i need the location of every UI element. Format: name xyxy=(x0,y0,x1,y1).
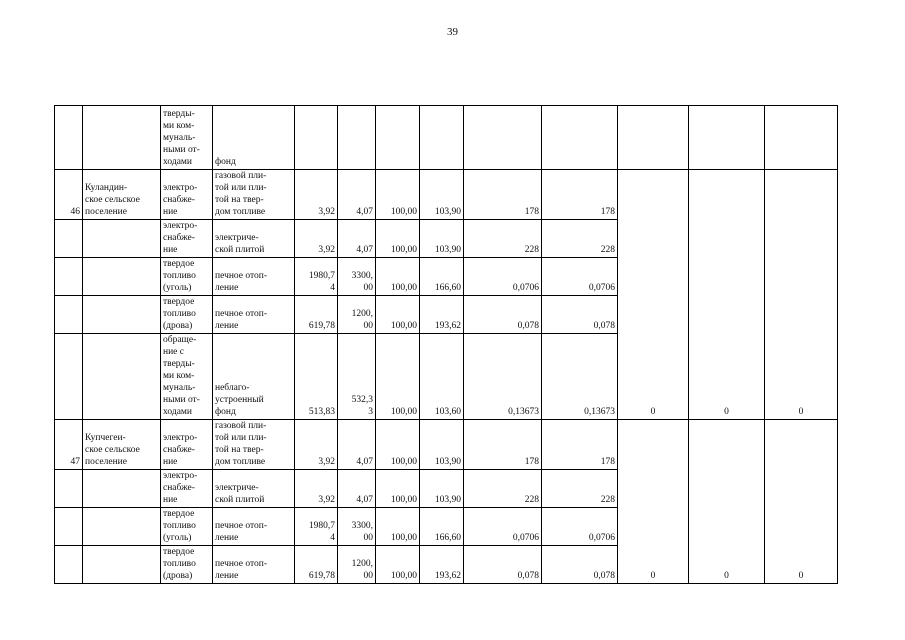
tariff-value-cell xyxy=(295,508,338,546)
housing-type-cell xyxy=(213,220,295,258)
housing-line: фонд xyxy=(215,407,236,417)
utility-line: ние xyxy=(163,207,178,217)
housing-line: той на твер- xyxy=(215,195,264,205)
tariff-value-cell xyxy=(338,420,376,470)
tariff-value-cell xyxy=(338,546,376,584)
housing-line: неблаго- xyxy=(215,383,250,393)
utility-line: ходами xyxy=(163,407,193,417)
tariff-value-line: 1980,7 xyxy=(308,521,335,531)
tariff-value-line: 3,92 xyxy=(318,207,335,217)
row-number-cell xyxy=(55,106,83,170)
tariff-value-cell: 0,078 xyxy=(542,296,618,334)
tariff-value-cell: 0,13673 xyxy=(542,334,618,420)
settlement-line: поселение xyxy=(85,207,127,217)
housing-line: той или пли- xyxy=(215,183,267,193)
empty-cell xyxy=(618,106,689,170)
tariff-value-line: 3,92 xyxy=(318,495,335,505)
tariff-value-line: 4,07 xyxy=(356,495,373,505)
utility-line: твердое xyxy=(163,259,195,269)
utility-line: электро- xyxy=(163,221,198,231)
tariff-value-cell xyxy=(338,220,376,258)
utility-line: электро- xyxy=(163,183,198,193)
settlement-line: ское сельское xyxy=(85,195,140,205)
utility-line: ходами xyxy=(163,157,193,167)
utility-line: топливо xyxy=(163,559,196,569)
empty-cell xyxy=(542,106,618,170)
utility-line: твердое xyxy=(163,547,195,557)
utility-cell xyxy=(161,296,213,334)
tariff-value-cell: 166,60 xyxy=(420,258,464,296)
settlement-cell xyxy=(83,106,161,170)
tariff-value-cell: 178 xyxy=(464,420,542,470)
tariff-value-line: 00 xyxy=(363,321,373,331)
row-number-cell xyxy=(55,220,83,258)
utility-line: ние xyxy=(163,457,178,467)
settlement-cell xyxy=(83,258,161,296)
tariff-value-cell: 0,078 xyxy=(542,546,618,584)
tariff-value-cell xyxy=(295,546,338,584)
row-number-cell: 47 xyxy=(55,420,83,470)
tariff-value-cell: 100,00 xyxy=(376,170,420,220)
utility-line: твердое xyxy=(163,509,195,519)
empty-cell xyxy=(420,106,464,170)
settlement-line: поселение xyxy=(85,457,127,467)
tariff-value-cell: 178 xyxy=(542,420,618,470)
housing-line: ление xyxy=(215,321,239,331)
table-row xyxy=(55,420,838,470)
tariff-value-line: 1980,7 xyxy=(308,271,335,281)
utility-line: муналь- xyxy=(163,133,196,143)
empty-cell xyxy=(376,106,420,170)
table-row xyxy=(55,170,838,220)
utility-cell xyxy=(161,220,213,258)
utility-line: ние xyxy=(163,495,178,505)
utility-cell xyxy=(161,546,213,584)
tariff-value-cell: 0,0706 xyxy=(542,508,618,546)
tariff-value-cell: 103,90 xyxy=(420,170,464,220)
tariff-value-cell: 228 xyxy=(464,220,542,258)
utility-line: (уголь) xyxy=(163,283,192,293)
utility-line: топливо xyxy=(163,271,196,281)
utility-cell xyxy=(161,106,213,170)
empty-cell xyxy=(338,106,376,170)
housing-line: ской плитой xyxy=(215,245,265,255)
summary-value-cell: 0 xyxy=(765,420,838,584)
utility-line: снабже- xyxy=(163,483,195,493)
tariff-value-cell: 103,60 xyxy=(420,334,464,420)
settlement-cell xyxy=(83,334,161,420)
tariff-value-cell xyxy=(338,334,376,420)
tariff-value-line: 4 xyxy=(330,533,335,543)
tariff-value-line: 532,3 xyxy=(351,395,373,405)
utility-line: ными от- xyxy=(163,145,200,155)
row-number-cell xyxy=(55,334,83,420)
utility-cell xyxy=(161,258,213,296)
empty-cell xyxy=(765,106,838,170)
utility-line: (дрова) xyxy=(163,321,193,331)
tariff-value-cell: 228 xyxy=(542,220,618,258)
utility-line: электро- xyxy=(163,433,198,443)
utility-line: ми ком- xyxy=(163,371,195,381)
tariff-value-line: 3300, xyxy=(351,271,373,281)
settlement-cell xyxy=(83,546,161,584)
utility-line: топливо xyxy=(163,521,196,531)
utility-cell xyxy=(161,170,213,220)
tariff-value-cell: 103,90 xyxy=(420,470,464,508)
tariff-value-line: 4,07 xyxy=(356,245,373,255)
tariff-value-cell: 0,0706 xyxy=(464,258,542,296)
utility-line: обраще- xyxy=(163,335,197,345)
tariff-value-cell: 193,62 xyxy=(420,546,464,584)
housing-type-cell xyxy=(213,508,295,546)
tariff-value-cell: 0,0706 xyxy=(464,508,542,546)
empty-cell xyxy=(689,106,765,170)
utility-line: ми ком- xyxy=(163,121,195,131)
utility-line: ние xyxy=(163,245,178,255)
tariff-value-cell: 178 xyxy=(542,170,618,220)
row-number-cell: 46 xyxy=(55,170,83,220)
settlement-cell xyxy=(83,420,161,470)
tariff-value-line: 4 xyxy=(330,283,335,293)
tariff-value-cell: 103,90 xyxy=(420,220,464,258)
tariff-value-cell: 0,078 xyxy=(464,546,542,584)
tariff-value-cell xyxy=(295,220,338,258)
housing-type-cell xyxy=(213,546,295,584)
housing-line: электриче- xyxy=(215,233,259,243)
settlement-line: ское сельское xyxy=(85,445,140,455)
row-number-cell xyxy=(55,546,83,584)
empty-cell xyxy=(295,106,338,170)
utility-cell xyxy=(161,420,213,470)
housing-type-cell xyxy=(213,420,295,470)
housing-line: печное отоп- xyxy=(215,309,268,319)
tariff-value-cell xyxy=(295,170,338,220)
housing-line: ление xyxy=(215,533,239,543)
housing-type-cell xyxy=(213,170,295,220)
tariff-value-cell xyxy=(338,296,376,334)
tariff-value-cell: 193,62 xyxy=(420,296,464,334)
tariff-value-cell: 100,00 xyxy=(376,296,420,334)
utility-cell xyxy=(161,334,213,420)
housing-type-cell xyxy=(213,296,295,334)
housing-line: электриче- xyxy=(215,483,259,493)
tariff-value-line: 4,07 xyxy=(356,457,373,467)
tariff-value-cell xyxy=(295,420,338,470)
row-number-cell xyxy=(55,470,83,508)
utility-line: (уголь) xyxy=(163,533,192,543)
tariff-table xyxy=(54,105,838,584)
tariff-value-cell: 103,90 xyxy=(420,420,464,470)
tariff-value-line: 3,92 xyxy=(318,457,335,467)
tariff-value-cell xyxy=(295,334,338,420)
housing-line: печное отоп- xyxy=(215,271,268,281)
utility-line: ными от- xyxy=(163,395,200,405)
tariff-value-cell: 100,00 xyxy=(376,420,420,470)
tariff-value-cell: 100,00 xyxy=(376,470,420,508)
tariff-value-line: 3,92 xyxy=(318,245,335,255)
summary-value-cell: 0 xyxy=(689,170,765,420)
tariff-value-cell xyxy=(295,470,338,508)
summary-value-cell: 0 xyxy=(765,170,838,420)
utility-line: снабже- xyxy=(163,195,195,205)
summary-value-cell: 0 xyxy=(618,420,689,584)
housing-line: ление xyxy=(215,283,239,293)
settlement-cell xyxy=(83,170,161,220)
utility-line: тверды- xyxy=(163,359,195,369)
continuation-row xyxy=(55,106,838,170)
tariff-value-cell xyxy=(338,508,376,546)
tariff-value-cell: 0,078 xyxy=(464,296,542,334)
tariff-value-line: 619,78 xyxy=(308,321,335,331)
tariff-value-line: 3300, xyxy=(351,521,373,531)
utility-cell xyxy=(161,508,213,546)
housing-type-cell xyxy=(213,470,295,508)
row-number-cell xyxy=(55,296,83,334)
housing-line: той или пли- xyxy=(215,433,267,443)
tariff-value-line: 1200, xyxy=(351,559,373,569)
housing-type-cell xyxy=(213,334,295,420)
housing-line: той на твер- xyxy=(215,445,264,455)
tariff-value-line: 3 xyxy=(368,407,373,417)
tariff-value-line: 00 xyxy=(363,571,373,581)
tariff-value-cell: 228 xyxy=(542,470,618,508)
summary-value-cell: 0 xyxy=(618,170,689,420)
page-number: 39 xyxy=(447,26,458,38)
tariff-value-cell xyxy=(338,470,376,508)
tariff-value-line: 00 xyxy=(363,283,373,293)
row-number-cell xyxy=(55,258,83,296)
tariff-value-line: 513,83 xyxy=(308,407,335,417)
tariff-value-line: 1200, xyxy=(351,309,373,319)
housing-type-cell xyxy=(213,258,295,296)
tariff-value-line: 4,07 xyxy=(356,207,373,217)
housing-line: ской плитой xyxy=(215,495,265,505)
utility-line: снабже- xyxy=(163,445,195,455)
housing-line: печное отоп- xyxy=(215,559,268,569)
tariff-value-cell: 0,13673 xyxy=(464,334,542,420)
tariff-value-line: 00 xyxy=(363,533,373,543)
housing-type-cell xyxy=(213,106,295,170)
tariff-value-cell: 100,00 xyxy=(376,546,420,584)
summary-value-cell: 0 xyxy=(689,420,765,584)
tariff-value-cell: 100,00 xyxy=(376,508,420,546)
settlement-line: Купчегеи- xyxy=(85,433,126,443)
tariff-value-cell: 100,00 xyxy=(376,334,420,420)
tariff-value-cell: 100,00 xyxy=(376,258,420,296)
utility-line: (дрова) xyxy=(163,571,193,581)
housing-line: газовой пли- xyxy=(215,421,267,431)
housing-line: фонд xyxy=(215,157,236,167)
row-number-cell xyxy=(55,508,83,546)
utility-cell xyxy=(161,470,213,508)
settlement-cell xyxy=(83,220,161,258)
utility-line: твердое xyxy=(163,297,195,307)
tariff-value-cell: 178 xyxy=(464,170,542,220)
tariff-value-cell xyxy=(295,258,338,296)
tariff-value-cell: 100,00 xyxy=(376,220,420,258)
housing-line: дом топливе xyxy=(215,207,266,217)
tariff-value-cell: 0,0706 xyxy=(542,258,618,296)
utility-line: муналь- xyxy=(163,383,196,393)
empty-cell xyxy=(464,106,542,170)
tariff-value-cell xyxy=(338,170,376,220)
housing-line: ление xyxy=(215,571,239,581)
utility-line: ние с xyxy=(163,347,184,357)
settlement-line: Куландин- xyxy=(85,183,128,193)
housing-line: дом топливе xyxy=(215,457,266,467)
tariff-value-line: 619,78 xyxy=(308,571,335,581)
utility-line: тверды- xyxy=(163,109,195,119)
tariff-value-cell xyxy=(295,296,338,334)
housing-line: газовой пли- xyxy=(215,171,267,181)
utility-line: электро- xyxy=(163,471,198,481)
tariff-value-cell xyxy=(338,258,376,296)
settlement-cell xyxy=(83,508,161,546)
housing-line: печное отоп- xyxy=(215,521,268,531)
housing-line: устроенный xyxy=(215,395,264,405)
tariff-value-cell: 166,60 xyxy=(420,508,464,546)
settlement-cell xyxy=(83,296,161,334)
tariff-value-cell: 228 xyxy=(464,470,542,508)
settlement-cell xyxy=(83,470,161,508)
utility-line: снабже- xyxy=(163,233,195,243)
utility-line: топливо xyxy=(163,309,196,319)
